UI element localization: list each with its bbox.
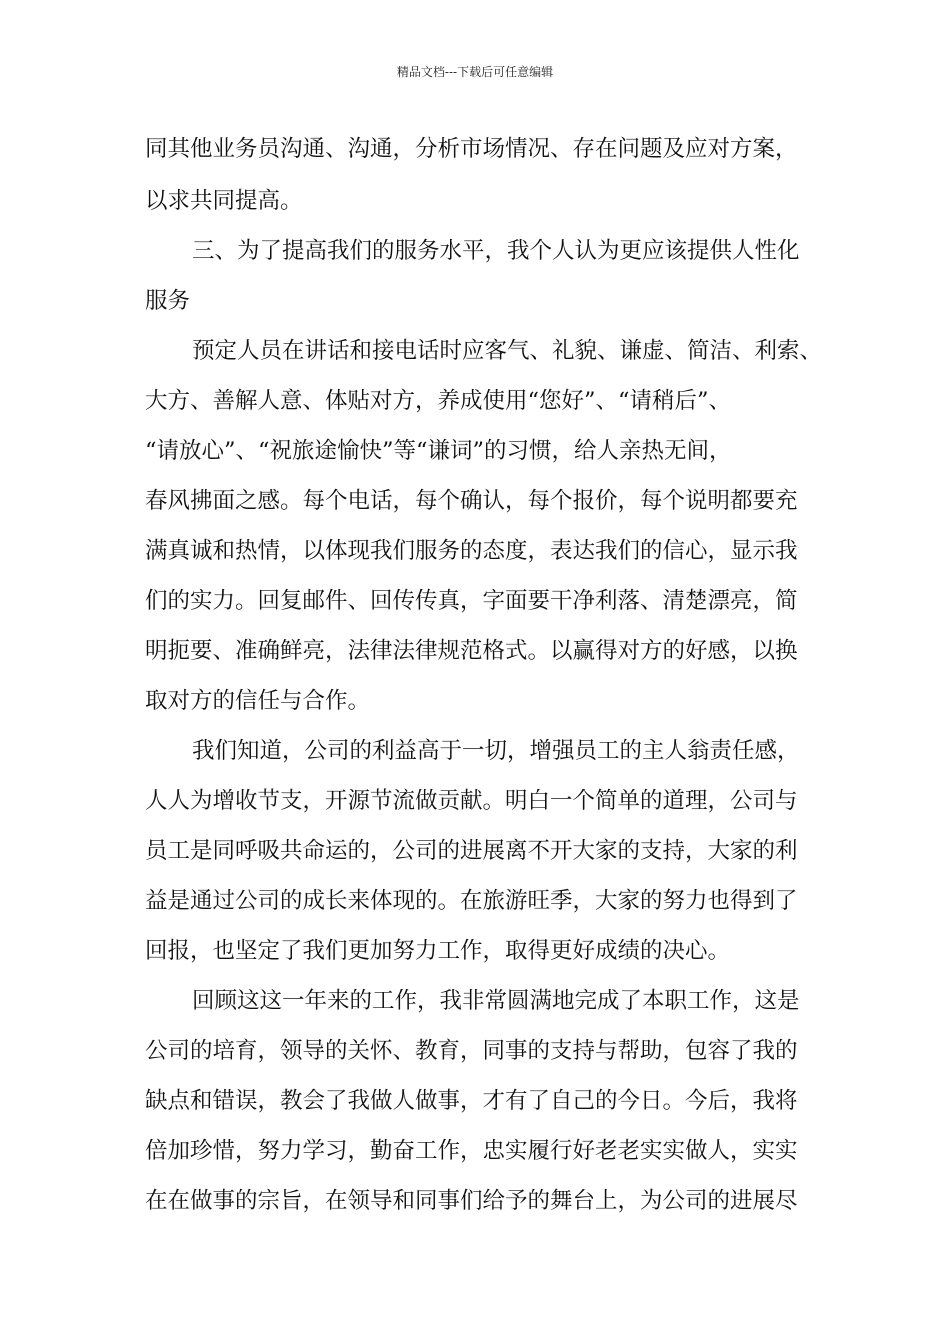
text-line: 公司的培育，领导的关怀、教育，同事的支持与帮助，包容了我的 <box>145 1038 798 1064</box>
text-line: 缺点和错误，教会了我做人做事，才有了自己的今日。今后，我将 <box>145 1088 798 1114</box>
text-line: 取对方的信任与合作。 <box>145 688 371 714</box>
text-line: 春风拂面之感。每个电话，每个确认，每个报价，每个说明都要充 <box>145 488 798 514</box>
text-line: 人人为增收节支，开源节流做贡献。明白一个简单的道理，公司与 <box>145 788 798 814</box>
text-line: 们的实力。回复邮件、回传传真，字面要干净利落、清楚漂亮，简 <box>145 588 798 614</box>
text-line: “请放心”、“祝旅途愉快”等“谦词”的习惯，给人亲热无间， <box>145 438 732 464</box>
text-line: 益是通过公司的成长来体现的。在旅游旺季，大家的努力也得到了 <box>145 888 798 914</box>
text-line: 在在做事的宗旨，在领导和同事们给予的舞台上，为公司的进展尽 <box>145 1188 798 1214</box>
text-line: 明扼要、准确鲜亮，法律法律规范格式。以赢得对方的好感，以换 <box>145 638 798 664</box>
text-line: 回顾这这一年来的工作，我非常圆满地完成了本职工作，这是 <box>192 988 800 1014</box>
text-line: 预定人员在讲话和接电话时应客气、礼貌、谦虚、简洁、利索、 <box>192 338 823 364</box>
text-line: 服务 <box>145 288 191 314</box>
text-line: 我们知道，公司的利益高于一切，增强员工的主人翁责任感， <box>192 738 800 764</box>
text-line: 员工是同呼吸共命运的，公司的进展离不开大家的支持，大家的利 <box>145 838 798 864</box>
text-line: 回报，也坚定了我们更加努力工作，取得更好成绩的决心。 <box>145 938 731 964</box>
text-line: 以求共同提高。 <box>145 188 303 214</box>
text-line: 同其他业务员沟通、沟通，分析市场情况、存在问题及应对方案， <box>145 136 798 162</box>
text-line: 满真诚和热情，以体现我们服务的态度，表达我们的信心，显示我 <box>145 538 798 564</box>
text-line: 倍加珍惜，努力学习，勤奋工作，忠实履行好老老实实做人，实实 <box>145 1138 798 1164</box>
page-header: 精品文档---下载后可任意编辑 <box>396 65 554 79</box>
text-line: 大方、善解人意、体贴对方，养成使用“您好”、“请稍后”、 <box>145 388 732 414</box>
text-line: 三、为了提高我们的服务水平，我个人认为更应该提供人性化 <box>192 238 800 264</box>
